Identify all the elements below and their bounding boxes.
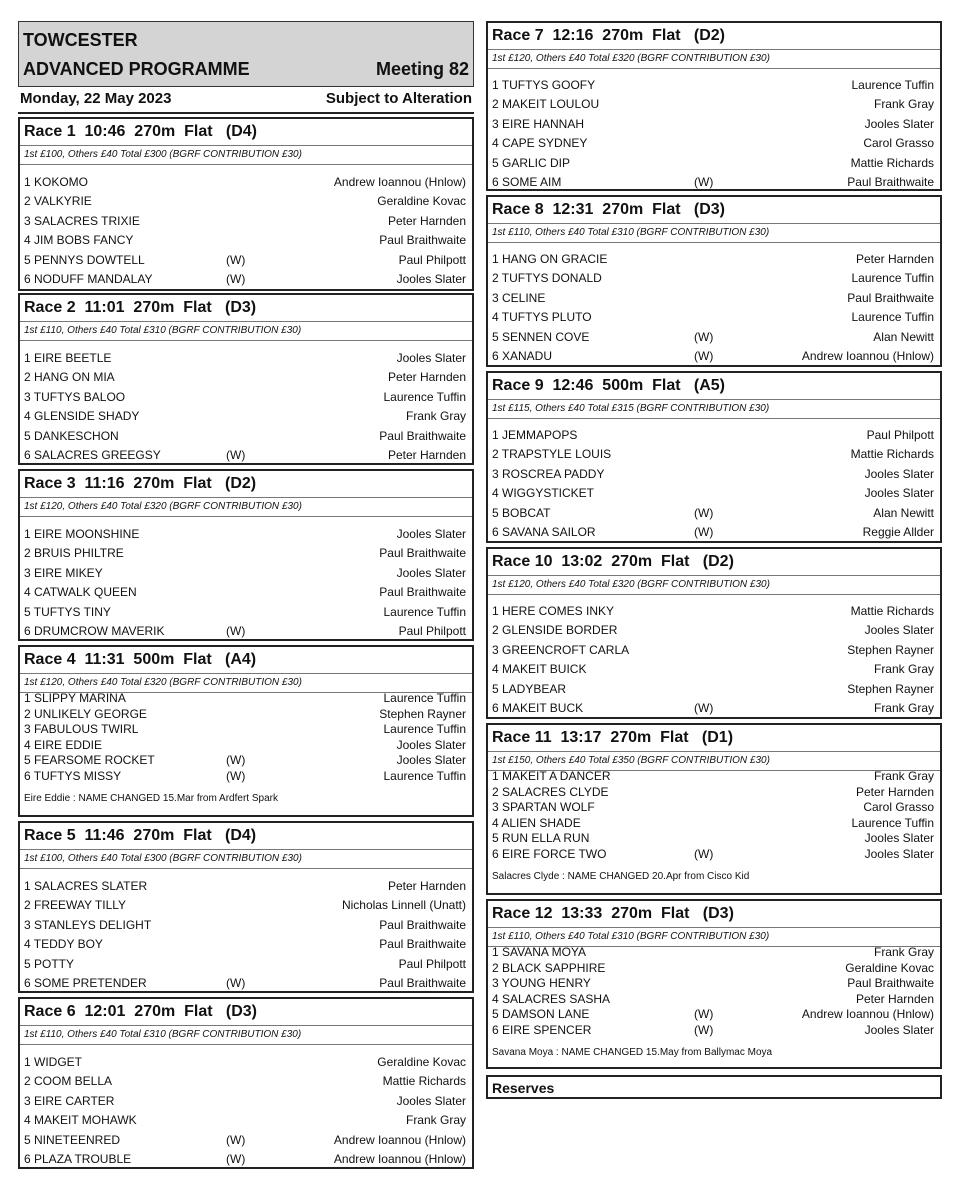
runner-name: 6 DRUMCROW MAVERIK — [24, 624, 165, 638]
trainer-name: Jooles Slater — [396, 753, 466, 768]
trainer-name: Mattie Richards — [850, 604, 934, 618]
runner-name: 1 WIDGET — [24, 1055, 83, 1069]
runner-row — [20, 722, 472, 738]
programme-header — [18, 21, 474, 87]
runner-name: 1 EIRE MOONSHINE — [24, 527, 140, 541]
runner-name: 4 EIRE EDDIE — [24, 737, 103, 752]
reserve-flag: (W) — [694, 175, 714, 189]
runner-row — [20, 566, 472, 585]
race-prize: 1st £110, Others £40 Total £310 (BGRF CONTRIBUTION £30) — [20, 322, 472, 341]
runner-row — [20, 1113, 472, 1132]
trainer-name: Jooles Slater — [396, 351, 466, 365]
runner-row — [488, 117, 940, 136]
runner-row — [20, 769, 472, 785]
runner-name: 5 SENNEN COVE — [492, 329, 590, 344]
runner-row — [488, 831, 940, 847]
runner-row — [488, 525, 940, 544]
runner-name: 4 CATWALK QUEEN — [24, 585, 137, 600]
runner-row — [20, 918, 472, 937]
runner-row — [488, 467, 940, 486]
runner-name: 6 SOME AIM — [492, 175, 562, 189]
runner-name: 6 MAKEIT BUCK — [492, 701, 584, 715]
race-prize: 1st £120, Others £40 Total £320 (BGRF CONTRIBUTION £30) — [488, 50, 940, 69]
runner-name: 5 DAMSON LANE — [492, 1007, 590, 1022]
runner-row — [488, 976, 940, 992]
runner-row — [20, 898, 472, 917]
runner-row — [20, 214, 472, 233]
runner-row — [488, 486, 940, 505]
runner-name: 4 ALIEN SHADE — [492, 815, 581, 830]
runner-name: 6 NODUFF MANDALAY — [24, 272, 153, 286]
runner-name: 2 GLENSIDE BORDER — [492, 623, 618, 638]
runner-name: 6 SOME PRETENDER — [24, 976, 147, 990]
runner-row — [20, 691, 472, 707]
race-card — [18, 469, 474, 641]
trainer-name: Jooles Slater — [864, 623, 934, 638]
race-title: Race 8 12:31 270m Flat (D3) — [488, 197, 940, 224]
trainer-name: Laurence Tuffin — [851, 78, 934, 92]
trainer-name: Jooles Slater — [396, 527, 466, 541]
race-title: Race 9 12:46 500m Flat (A5) — [488, 373, 940, 400]
runner-row — [20, 390, 472, 409]
runner-row — [20, 429, 472, 448]
runner-row — [20, 585, 472, 604]
name-change-note: Savana Moya : NAME CHANGED 15.May from Ballymac Moya — [492, 1047, 773, 1058]
race-title: Race 5 11:46 270m Flat (D4) — [20, 823, 472, 850]
runner-row — [488, 945, 940, 961]
runner-name: 2 SALACRES CLYDE — [492, 784, 609, 799]
runner-row — [20, 370, 472, 389]
race-title: Race 7 12:16 270m Flat (D2) — [488, 23, 940, 50]
trainer-name: Frank Gray — [405, 409, 466, 424]
runner-row — [20, 175, 472, 194]
name-change-note: Salacres Clyde : NAME CHANGED 20.Apr from Cisco Kid — [492, 871, 750, 882]
runner-row — [20, 527, 472, 546]
runner-row — [20, 976, 472, 995]
reserve-flag: (W) — [694, 1023, 714, 1037]
race-card — [18, 117, 474, 291]
race-title: Race 2 11:01 270m Flat (D3) — [20, 295, 472, 322]
runner-row — [488, 701, 940, 720]
runner-name: 1 KOKOMO — [24, 175, 89, 189]
runner-row — [20, 409, 472, 428]
race-title: Race 4 11:31 500m Flat (A4) — [20, 647, 472, 674]
runner-row — [488, 271, 940, 290]
runner-name: 4 SALACRES SASHA — [492, 991, 611, 1006]
runner-name: 3 SALACRES TRIXIE — [24, 213, 140, 228]
runner-name: 6 XANADU — [492, 349, 553, 363]
runner-row — [488, 78, 940, 97]
race-title: Race 10 13:02 270m Flat (D2) — [488, 549, 940, 576]
runner-name: 5 RUN ELLA RUN — [492, 831, 590, 846]
runner-row — [488, 175, 940, 194]
runner-row — [488, 604, 940, 623]
runner-name: 5 GARLIC DIP — [492, 155, 571, 170]
race-title: Race 3 11:16 270m Flat (D2) — [20, 471, 472, 498]
runner-name: 3 FABULOUS TWIRL — [24, 722, 139, 737]
trainer-name: Peter Harnden — [387, 879, 466, 893]
runner-name: 6 EIRE FORCE TWO — [492, 847, 607, 861]
trainer-name: Paul Braithwaite — [379, 917, 466, 932]
reserve-flag: (W) — [694, 525, 714, 539]
runner-name: 2 UNLIKELY GEORGE — [24, 706, 147, 721]
runner-name: 1 HERE COMES INKY — [492, 604, 615, 618]
trainer-name: Jooles Slater — [864, 1023, 934, 1037]
race-prize: 1st £120, Others £40 Total £320 (BGRF CONTRIBUTION £30) — [20, 498, 472, 517]
trainer-name: Laurence Tuffin — [851, 815, 934, 830]
runner-row — [20, 351, 472, 370]
trainer-name: Paul Braithwaite — [379, 233, 466, 248]
runner-name: 3 YOUNG HENRY — [492, 976, 591, 991]
runner-row — [488, 447, 940, 466]
runner-row — [20, 1152, 472, 1171]
runner-name: 2 COOM BELLA — [24, 1074, 113, 1089]
runner-name: 4 CAPE SYDNEY — [492, 136, 588, 151]
trainer-name: Laurence Tuffin — [383, 691, 466, 705]
trainer-name: Paul Braithwaite — [847, 175, 934, 189]
alteration-notice: Subject to Alteration — [325, 90, 472, 107]
runner-name: 4 MAKEIT BUICK — [492, 662, 587, 677]
runner-row — [488, 623, 940, 642]
runner-name: 5 NINETEENRED — [24, 1132, 121, 1147]
runner-row — [20, 546, 472, 565]
reserve-flag: (W) — [226, 753, 246, 768]
programme-title: ADVANCED PROGRAMME — [23, 59, 250, 79]
runner-name: 3 TUFTYS BALOO — [24, 389, 126, 404]
runner-row — [488, 310, 940, 329]
runner-row — [488, 428, 940, 447]
runner-row — [488, 291, 940, 310]
runner-name: 6 PLAZA TROUBLE — [24, 1152, 132, 1166]
trainer-name: Paul Philpott — [398, 252, 466, 267]
race-card — [486, 371, 942, 543]
reserve-flag: (W) — [226, 769, 246, 783]
trainer-name: Frank Gray — [873, 769, 934, 783]
runner-name: 1 EIRE BEETLE — [24, 351, 112, 365]
runner-name: 5 BOBCAT — [492, 505, 551, 520]
race-prize: 1st £120, Others £40 Total £320 (BGRF CONTRIBUTION £30) — [20, 674, 472, 693]
runner-name: 2 HANG ON MIA — [24, 370, 115, 385]
trainer-name: Reggie Allder — [862, 525, 934, 539]
trainer-name: Mattie Richards — [382, 1074, 466, 1089]
runner-name: 1 MAKEIT A DANCER — [492, 769, 611, 783]
runner-row — [20, 957, 472, 976]
trainer-name: Paul Braithwaite — [379, 428, 466, 443]
reserve-flag: (W) — [226, 1132, 246, 1147]
trainer-name: Peter Harnden — [855, 784, 934, 799]
runner-name: 3 EIRE CARTER — [24, 1093, 115, 1108]
runner-name: 5 PENNYS DOWTELL — [24, 252, 145, 267]
trainer-name: Stephen Rayner — [847, 681, 934, 696]
trainer-name: Geraldine Kovac — [845, 960, 934, 975]
runner-row — [20, 272, 472, 291]
runner-row — [488, 1023, 940, 1039]
runner-row — [488, 136, 940, 155]
trainer-name: Jooles Slater — [864, 466, 934, 481]
race-prize: 1st £110, Others £40 Total £310 (BGRF CONTRIBUTION £30) — [488, 928, 940, 947]
trainer-name: Andrew Ioannou (Hnlow) — [801, 1007, 934, 1022]
runner-row — [488, 1007, 940, 1023]
runner-name: 4 GLENSIDE SHADY — [24, 409, 140, 424]
race-card — [486, 899, 942, 1069]
trainer-name: Peter Harnden — [387, 370, 466, 385]
race-title: Race 11 13:17 270m Flat (D1) — [488, 725, 940, 752]
runner-name: 1 HANG ON GRACIE — [492, 252, 608, 266]
race-card — [486, 195, 942, 367]
reserve-flag: (W) — [694, 349, 714, 363]
trainer-name: Jooles Slater — [864, 831, 934, 846]
trainer-name: Peter Harnden — [855, 252, 934, 266]
trainer-name: Laurence Tuffin — [851, 271, 934, 286]
reserve-flag: (W) — [694, 329, 714, 344]
trainer-name: Frank Gray — [873, 945, 934, 959]
trainer-name: Laurence Tuffin — [383, 722, 466, 737]
runner-row — [488, 330, 940, 349]
trainer-name: Carol Grasso — [863, 800, 934, 815]
trainer-name: Paul Braithwaite — [847, 976, 934, 991]
trainer-name: Paul Philpott — [866, 428, 934, 442]
runner-row — [488, 682, 940, 701]
runner-row — [20, 1055, 472, 1074]
runner-name: 2 MAKEIT LOULOU — [492, 97, 600, 112]
runner-row — [488, 349, 940, 368]
runner-name: 1 JEMMAPOPS — [492, 428, 578, 442]
meeting-date: Monday, 22 May 2023 — [20, 90, 172, 107]
runner-row — [20, 194, 472, 213]
trainer-name: Peter Harnden — [387, 213, 466, 228]
race-card — [18, 997, 474, 1169]
runner-row — [20, 753, 472, 769]
reserve-flag: (W) — [226, 448, 246, 462]
runner-name: 4 MAKEIT MOHAWK — [24, 1113, 137, 1128]
trainer-name: Jooles Slater — [396, 272, 466, 286]
trainer-name: Frank Gray — [873, 97, 934, 112]
runner-name: 3 ROSCREA PADDY — [492, 466, 605, 481]
runner-name: 6 TUFTYS MISSY — [24, 769, 122, 783]
runner-row — [20, 738, 472, 754]
runner-name: 3 CELINE — [492, 290, 546, 305]
race-card — [486, 723, 942, 895]
runner-row — [488, 97, 940, 116]
runner-row — [20, 1133, 472, 1152]
trainer-name: Paul Philpott — [398, 956, 466, 971]
reserve-flag: (W) — [226, 272, 246, 286]
runner-name: 1 SLIPPY MARINA — [24, 691, 126, 705]
runner-row — [20, 253, 472, 272]
runner-name: 3 SPARTAN WOLF — [492, 800, 595, 815]
trainer-name: Laurence Tuffin — [383, 389, 466, 404]
trainer-name: Laurence Tuffin — [383, 604, 466, 619]
reserve-flag: (W) — [226, 1152, 246, 1166]
runner-row — [488, 156, 940, 175]
reserve-flag: (W) — [694, 701, 714, 715]
runner-row — [488, 800, 940, 816]
runner-name: 5 TUFTYS TINY — [24, 604, 111, 619]
meeting-number: Meeting 82 — [375, 59, 469, 79]
runner-name: 2 VALKYRIE — [24, 194, 92, 209]
runner-row — [20, 233, 472, 252]
trainer-name: Laurence Tuffin — [383, 769, 466, 783]
trainer-name: Stephen Rayner — [847, 642, 934, 657]
runner-row — [488, 252, 940, 271]
trainer-name: Geraldine Kovac — [377, 1055, 466, 1069]
runner-name: 2 BLACK SAPPHIRE — [492, 960, 606, 975]
venue-name: TOWCESTER — [23, 30, 138, 50]
trainer-name: Jooles Slater — [864, 116, 934, 131]
trainer-name: Mattie Richards — [850, 155, 934, 170]
race-prize: 1st £120, Others £40 Total £320 (BGRF CONTRIBUTION £30) — [488, 576, 940, 595]
race-card — [18, 293, 474, 465]
runner-name: 3 EIRE MIKEY — [24, 565, 103, 580]
reserves-box: Reserves — [486, 1075, 942, 1099]
runner-row — [20, 879, 472, 898]
runner-name: 6 EIRE SPENCER — [492, 1023, 592, 1037]
race-prize: 1st £110, Others £40 Total £310 (BGRF CONTRIBUTION £30) — [20, 1026, 472, 1045]
runner-name: 6 SALACRES GREEGSY — [24, 448, 161, 462]
runner-name: 5 LADYBEAR — [492, 681, 567, 696]
trainer-name: Nicholas Linnell (Unatt) — [341, 898, 466, 913]
race-prize: 1st £110, Others £40 Total £310 (BGRF CONTRIBUTION £30) — [488, 224, 940, 243]
runner-name: 3 GREENCROFT CARLA — [492, 642, 630, 657]
runner-row — [20, 1074, 472, 1093]
runner-name: 5 POTTY — [24, 956, 75, 971]
runner-name: 5 FEARSOME ROCKET — [24, 753, 155, 768]
race-prize: 1st £100, Others £40 Total £300 (BGRF CONTRIBUTION £30) — [20, 146, 472, 165]
runner-row — [20, 624, 472, 643]
runner-name: 1 SAVANA MOYA — [492, 945, 587, 959]
race-title: Race 1 10:46 270m Flat (D4) — [20, 119, 472, 146]
trainer-name: Carol Grasso — [863, 136, 934, 151]
runner-name: 4 TEDDY BOY — [24, 937, 103, 952]
runner-row — [20, 937, 472, 956]
race-card — [486, 547, 942, 719]
trainer-name: Alan Newitt — [873, 505, 934, 520]
trainer-name: Jooles Slater — [864, 486, 934, 501]
trainer-name: Paul Braithwaite — [379, 976, 466, 990]
runner-row — [488, 643, 940, 662]
runner-name: 3 STANLEYS DELIGHT — [24, 917, 152, 932]
trainer-name: Laurence Tuffin — [851, 310, 934, 325]
trainer-name: Geraldine Kovac — [377, 194, 466, 209]
trainer-name: Paul Braithwaite — [379, 546, 466, 561]
runner-row — [488, 816, 940, 832]
reserve-flag: (W) — [694, 1007, 714, 1022]
trainer-name: Paul Braithwaite — [379, 937, 466, 952]
runner-row — [20, 707, 472, 723]
runner-name: 4 TUFTYS PLUTO — [492, 310, 592, 325]
reserve-flag: (W) — [226, 624, 246, 638]
runner-row — [488, 785, 940, 801]
trainer-name: Jooles Slater — [396, 737, 466, 752]
runner-row — [20, 1094, 472, 1113]
runner-name: 3 EIRE HANNAH — [492, 116, 585, 131]
trainer-name: Peter Harnden — [855, 991, 934, 1006]
runner-name: 2 TUFTYS DONALD — [492, 271, 602, 286]
trainer-name: Andrew Ioannou (Hnlow) — [801, 349, 934, 363]
race-title: Race 6 12:01 270m Flat (D3) — [20, 999, 472, 1026]
name-change-note: Eire Eddie : NAME CHANGED 15.Mar from Ardfert Spark — [24, 793, 278, 804]
trainer-name: Andrew Ioannou (Hnlow) — [333, 175, 466, 189]
runner-name: 5 DANKESCHON — [24, 428, 119, 443]
race-card — [18, 821, 474, 993]
trainer-name: Andrew Ioannou (Hnlow) — [333, 1132, 466, 1147]
date-line — [18, 88, 474, 114]
runner-name: 4 JIM BOBS FANCY — [24, 233, 134, 248]
trainer-name: Frank Gray — [405, 1113, 466, 1128]
runner-row — [20, 605, 472, 624]
trainer-name: Jooles Slater — [396, 565, 466, 580]
runner-name: 6 SAVANA SAILOR — [492, 525, 596, 539]
trainer-name: Frank Gray — [873, 701, 934, 715]
trainer-name: Jooles Slater — [396, 1093, 466, 1108]
trainer-name: Jooles Slater — [864, 847, 934, 861]
race-card — [18, 645, 474, 817]
trainer-name: Paul Braithwaite — [847, 290, 934, 305]
runner-name: 2 TRAPSTYLE LOUIS — [492, 447, 612, 462]
trainer-name: Mattie Richards — [850, 447, 934, 462]
runner-name: 1 TUFTYS GOOFY — [492, 78, 596, 92]
runner-row — [488, 961, 940, 977]
runner-name: 4 WIGGYSTICKET — [492, 486, 595, 501]
trainer-name: Alan Newitt — [873, 329, 934, 344]
runner-name: 2 BRUIS PHILTRE — [24, 546, 124, 561]
runner-name: 2 FREEWAY TILLY — [24, 898, 127, 913]
trainer-name: Paul Philpott — [398, 624, 466, 638]
reserve-flag: (W) — [694, 847, 714, 861]
race-card — [486, 21, 942, 191]
trainer-name: Paul Braithwaite — [379, 585, 466, 600]
runner-row — [20, 448, 472, 467]
race-prize: 1st £150, Others £40 Total £350 (BGRF CONTRIBUTION £30) — [488, 752, 940, 771]
trainer-name: Stephen Rayner — [379, 706, 466, 721]
runner-row — [488, 992, 940, 1008]
reserve-flag: (W) — [226, 976, 246, 990]
runner-name: 1 SALACRES SLATER — [24, 879, 148, 893]
race-prize: 1st £115, Others £40 Total £315 (BGRF CONTRIBUTION £30) — [488, 400, 940, 419]
trainer-name: Frank Gray — [873, 662, 934, 677]
trainer-name: Peter Harnden — [387, 448, 466, 462]
race-title: Race 12 13:33 270m Flat (D3) — [488, 901, 940, 928]
runner-row — [488, 769, 940, 785]
runner-row — [488, 506, 940, 525]
race-prize: 1st £100, Others £40 Total £300 (BGRF CONTRIBUTION £30) — [20, 850, 472, 869]
reserve-flag: (W) — [694, 505, 714, 520]
trainer-name: Andrew Ioannou (Hnlow) — [333, 1152, 466, 1166]
reserve-flag: (W) — [226, 252, 246, 267]
runner-row — [488, 847, 940, 863]
runner-row — [488, 662, 940, 681]
